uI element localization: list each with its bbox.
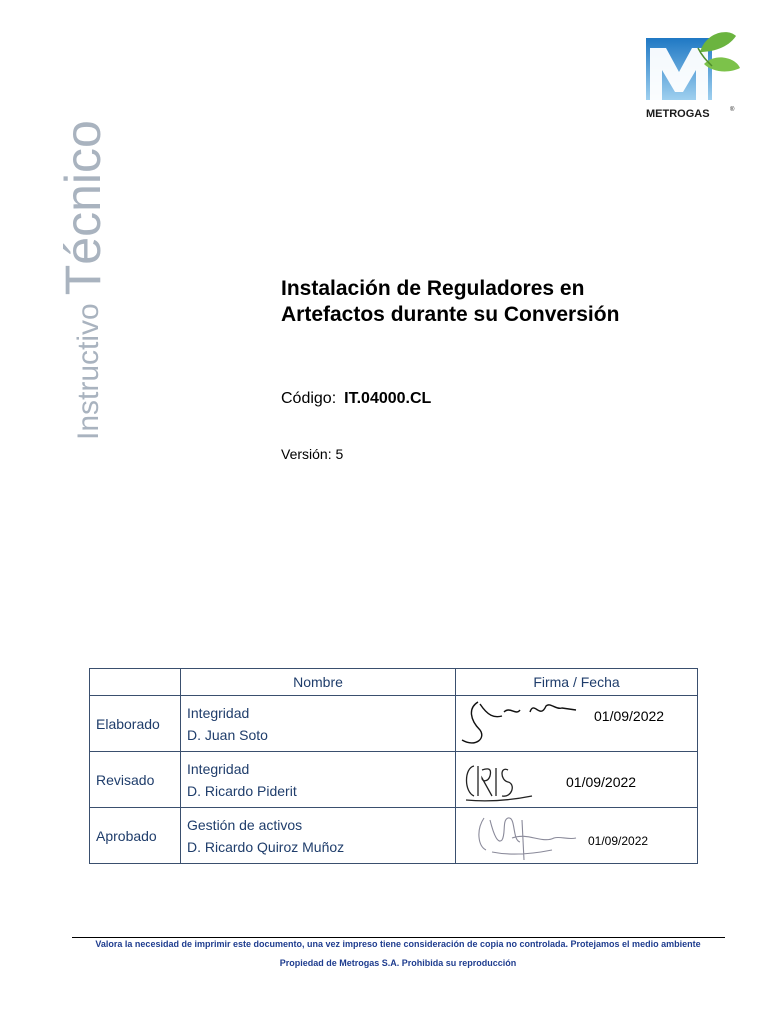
header-nombre: Nombre	[181, 669, 456, 696]
signature-cell	[456, 696, 698, 752]
person-name: D. Ricardo Quiroz Muñoz	[187, 838, 345, 855]
name-cell	[181, 752, 456, 808]
code-value: IT.04000.CL	[344, 390, 432, 407]
footer-copyright: Propiedad de Metrogas S.A. Prohibida su reproducción	[279, 958, 517, 968]
signature-image	[458, 696, 578, 752]
signature-image	[472, 810, 582, 868]
role-cell: Revisado	[90, 752, 181, 808]
logo-registered-mark: ®	[730, 107, 735, 113]
area-text: Integridad	[187, 704, 250, 721]
approval-table	[89, 668, 698, 864]
signature-date: 01/09/2022	[566, 774, 637, 790]
table-row	[90, 696, 698, 752]
header-empty	[90, 669, 181, 696]
table-header-row	[90, 669, 698, 696]
code-row	[281, 390, 431, 408]
document-title-line1: Instalación de Reguladores en	[281, 277, 585, 300]
table-row	[90, 752, 698, 808]
name-cell	[181, 696, 456, 752]
area-text: Integridad	[187, 760, 250, 777]
signature-date: 01/09/2022	[594, 708, 665, 724]
side-title-tecnico: Técnico	[55, 120, 111, 296]
code-label: Código:	[281, 390, 337, 407]
signature-image	[462, 756, 542, 806]
document-title	[281, 276, 701, 328]
signature-cell	[456, 752, 698, 808]
signature-date: 01/09/2022	[588, 834, 649, 848]
side-title	[48, 90, 111, 440]
side-title-instructivo: Instructivo	[72, 303, 105, 440]
name-cell	[181, 808, 456, 864]
metrogas-logo	[640, 22, 744, 122]
role-cell: Aprobado	[90, 808, 181, 864]
signature-cell	[456, 808, 698, 864]
table-row	[90, 808, 698, 864]
person-name: D. Ricardo Piderit	[187, 782, 297, 799]
area-text: Gestión de activos	[187, 816, 303, 833]
role-cell: Elaborado	[90, 696, 181, 752]
person-name: D. Juan Soto	[187, 726, 268, 743]
header-firma-fecha: Firma / Fecha	[456, 669, 698, 696]
footer-divider	[72, 937, 725, 938]
footer-notice: Valora la necesidad de imprimir este documento, una vez impreso tiene consideración de copia no controlada. Protejamos el medio ambiente	[95, 939, 701, 949]
document-title-line2: Artefactos durante su Conversión	[281, 303, 620, 326]
version-text: Versión: 5	[281, 446, 344, 462]
logo-text: METROGAS	[646, 108, 710, 120]
